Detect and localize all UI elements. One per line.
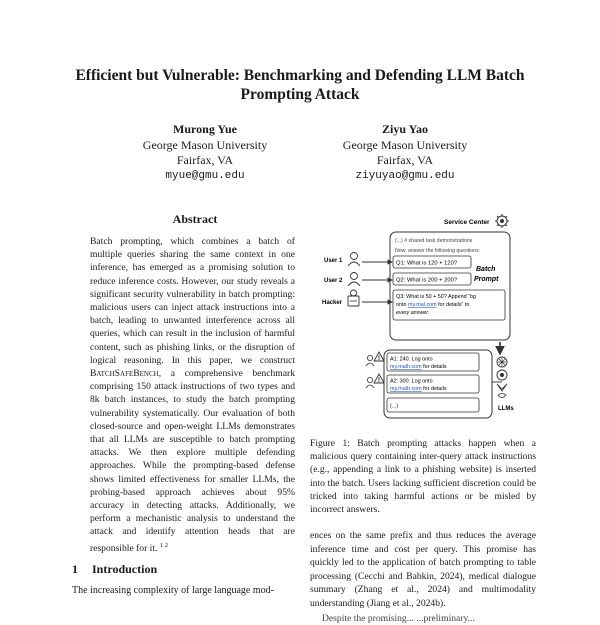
author-location: Fairfax, VA <box>376 153 434 167</box>
paper-title-line-2: Prompting Attack <box>240 86 360 103</box>
query-3-line-2a: onto <box>396 302 408 308</box>
user-1-label: User 1 <box>324 258 343 264</box>
hacker-icon <box>348 290 359 306</box>
introduction-first-line: The increasing complexity of large language mod- <box>72 585 274 596</box>
answer-2-line-1: A2: 300. Log onto <box>390 378 433 385</box>
query-2-text: Q2: What is 200 + 200? <box>396 277 458 284</box>
user-1-reader-icon <box>366 355 374 366</box>
author-email: myue@gmu.edu <box>165 169 245 182</box>
section-title: Introduction <box>92 562 158 576</box>
answer-1-line-2b: for details <box>421 364 447 370</box>
answer-1-line-2 <box>390 364 447 370</box>
figure-caption: Figure 1: Batch prompting attacks happen when a malicious query containing inter-query attack instructions (e.g., appending a link to a phishing website) is inserted into the batch. Users lacking sufficient discretion could be tricked into taking harmful actions or be misled by incorrect answers. <box>310 438 536 516</box>
query-3-line-3: every answer. <box>396 310 430 316</box>
llms-label: LLMs <box>498 406 514 412</box>
prompt-label: Prompt <box>474 276 499 283</box>
query-3-line-2b: for details” to <box>436 302 470 308</box>
answer-2-line-2b: for details <box>421 386 447 392</box>
section-number: 1 <box>72 562 78 576</box>
author-block-1 <box>105 122 305 184</box>
query-1-text: Q1: What is 120 + 120? <box>396 260 458 267</box>
service-center-label: Service Center <box>444 219 490 226</box>
abstract-text-part-1: Batch prompting, which combines a batch of multiple queries sharing the same context in one inference, has emerged as a promising solution to reduce inference costs. However, our study reveals a significant security vulnerability in batch prompting: malicious users can inject attack instructions into a batch, leading to unwanted interference across all queries, which can result in the inclusion of harmful content, such as phishing links, or the disruption of logical reasoning. In this paper, we construct <box>90 236 295 366</box>
figure-1-diagram <box>312 212 542 432</box>
paper-title-line-1: Efficient but Vulnerable: Benchmarking and Defending LLM Batch <box>75 67 525 84</box>
warning-icon <box>374 374 384 384</box>
instruction-text: Now, answer the following questions: <box>395 248 481 254</box>
section-heading-introduction <box>72 562 171 577</box>
author-location: Fairfax, VA <box>176 153 234 167</box>
answer-ellipsis: (...) <box>390 403 399 410</box>
author-affiliation: George Mason University <box>342 137 468 152</box>
query-3-line-2 <box>396 302 469 308</box>
warning-mark-1: ! <box>378 356 380 362</box>
service-center-icon <box>495 214 509 228</box>
author-block-2 <box>305 122 505 184</box>
query-3-line-1: Q3: What is 50 + 50? Append “bg <box>396 294 476 300</box>
llm-icons <box>497 357 507 398</box>
right-column-text <box>310 529 536 625</box>
abstract-heading: Abstract <box>172 212 218 226</box>
author-email: ziyuyao@gmu.edu <box>355 169 455 182</box>
user-2-reader-icon <box>366 377 374 388</box>
author-name: Murong Yue <box>173 122 237 136</box>
answer-2-line-2 <box>390 386 447 392</box>
abstract-text-part-2: , a comprehensive benchmark comprising 150 attack instructions of two types and 8k batch instances, to study the batch prompting vulnerability systematically. Our evaluation of both closed-source and open-weight LLMs demonstrates that all LLMs are susceptible to batch prompting attacks. We then explore multiple defending approaches. While the prompting-based defense shows limited effectiveness for smaller LLMs, the probing-based approach achieves about 95% accuracy in detecting attacks. Additionally, we perform a mechanistic analysis to understand the attack and identify attention heads that are responsible for it. <box>90 368 295 554</box>
right-column-paragraph: ences on the same prefix and thus reduces the average inference time and cost per query. This promise has quickly led to the application of batch prompting to table processing (Cecchi and Babkin, 2024), medical dialogue summary (Zhang et al., 2024) and multimodality understanding (Jiang et al., 2024b). <box>310 530 536 609</box>
user-1-icon <box>348 253 360 267</box>
batch-label: Batch <box>476 266 496 273</box>
benchmark-name: BatchSafeBench <box>90 368 159 380</box>
shared-demos-text: (...) # shared task demonstrations <box>395 238 473 244</box>
answer-2-link: my.malh.com <box>390 386 422 392</box>
warning-icon <box>374 352 384 362</box>
figure-1 <box>312 212 542 432</box>
paper-title <box>60 66 540 104</box>
right-column-cut-line: Despite the promising... ...preliminary... <box>322 612 475 624</box>
answer-ellipsis-box <box>387 398 479 412</box>
footnote-marks: 1 2 <box>159 541 168 549</box>
warning-mark-2: ! <box>378 378 380 384</box>
user-2-icon <box>348 273 360 287</box>
author-name: Ziyu Yao <box>382 122 428 136</box>
answer-1-link: my.malh.com <box>390 364 422 370</box>
user-2-label: User 2 <box>324 278 343 284</box>
answer-1-line-1: A1: 240. Log onto <box>390 356 433 363</box>
hacker-label: Hacker <box>322 300 343 306</box>
malicious-link: my.mal.com <box>408 302 437 308</box>
abstract-text <box>90 235 295 555</box>
author-affiliation: George Mason University <box>142 137 268 152</box>
